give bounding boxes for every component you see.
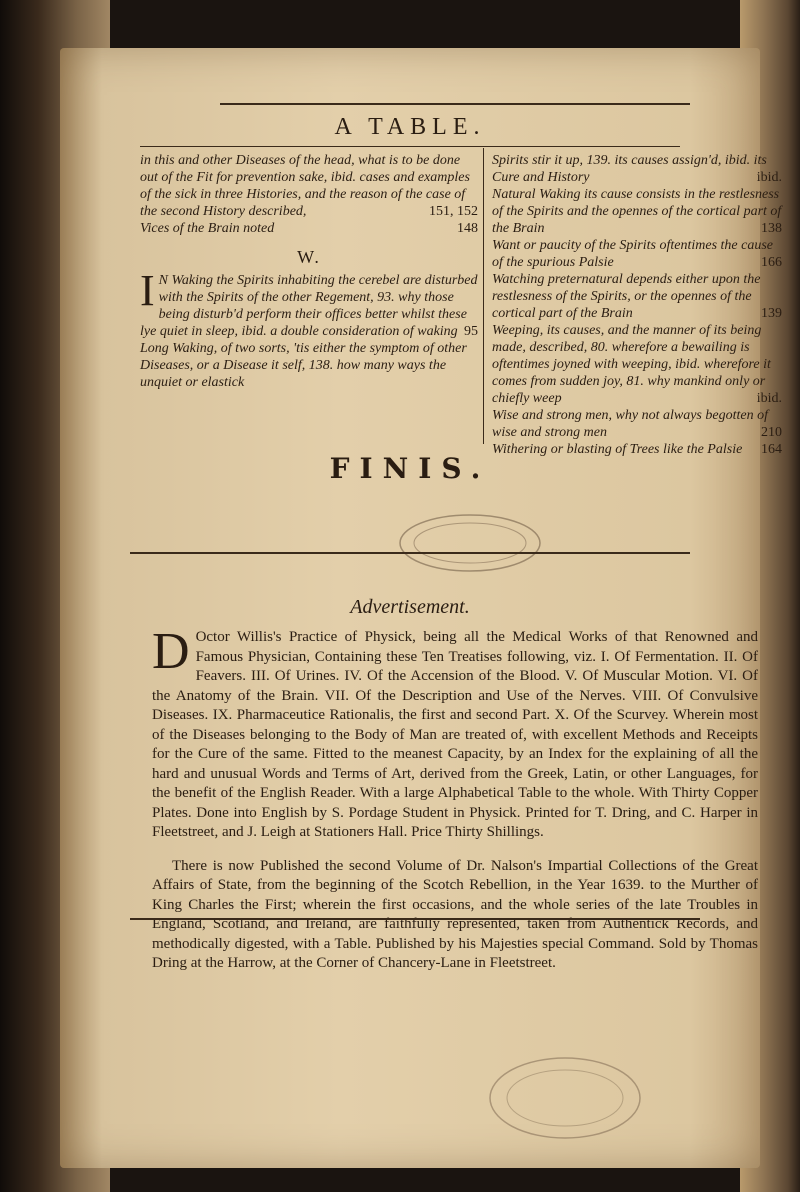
page-ref: ibid.: [756, 170, 782, 185]
book-page: [60, 48, 782, 1168]
bottom-rule: [130, 918, 700, 920]
page-ref: 166: [761, 255, 782, 270]
page-ref: 139: [761, 306, 782, 321]
advertisement-title: Advertisement.: [350, 596, 470, 618]
index-entry: Wise and strong men, why not always begotten of wise and strong men 210: [492, 408, 782, 440]
page-ref: 148: [457, 221, 478, 236]
library-stamp-icon: [480, 1048, 650, 1148]
column-divider: [483, 148, 484, 444]
section-rule: [130, 552, 690, 554]
index-column-right: [492, 152, 782, 458]
page-ref: 210: [761, 425, 782, 440]
drop-cap: D: [152, 623, 190, 680]
index-entry: in this and other Diseases of the head, what is to be done out of the Fit for prevention sake, ibid. cases and examples of the sick in three Histories, and the reason of the case of the second History described, 151, 152: [140, 153, 478, 219]
drop-cap: I: [140, 266, 155, 315]
index-entry: I N Waking the Spirits inhabiting the cerebel are disturbed with the Spirits of the other Regement, 93. why those being disturb'd perform their offices better whilst these lye quiet in sleep, ibid. a double consideration of waking 95: [140, 266, 478, 339]
advertisement-body: [152, 623, 758, 988]
page-ref: 151, 152: [429, 204, 478, 219]
page-ref: ibid.: [756, 391, 782, 406]
index-entry: Want or paucity of the Spirits oftentimes the cause of the spurious Palsie 166: [492, 238, 782, 270]
index-entry: Long Waking, of two sorts, 'tis either the symptom of other Diseases, or a Disease it self, 138. how many ways the unquiet or elastick: [140, 341, 467, 390]
top-rule: [220, 103, 690, 105]
section-letter: W.: [297, 247, 321, 267]
advertisement-paragraph: D Octor Willis's Practice of Physick, being all the Medical Works of that Renowned and Famous Physician, Containing these Ten Treatises following, viz. I. Of Fermentation. II. Of Feavers. III. Of Urines. IV. Of the Accension of the Blood. V. Of Muscular Motion. VI. Of the Anatomy of the Brain. VII. Of the Description and Use of the Nerves. VIII. Of Convulsive Diseases. IX. Pharmaceutice Rationalis, the first and second Part. X. Of the Scurvey. Wherein most of the Diseases belonging to the Body of Man are treated of, with excellent Methods and Receipts for the Cure of the same. Fitted to the meanest Capacity, by an Index for the explaining of all the hard and unusual Words and Terms of Art, derived from the Greek, Latin, or other Languages, for the benefit of the English Reader. With a large Alphabetical Table to the whole. With Thirty Copper Plates. Done into English by S. Pordage Student in Physick. Printed for T. Dring, and C. Harper in Fleetstreet, and J. Leigh at Stationers Hall. Price Thirty Shillings.: [152, 623, 758, 840]
index-entry: Withering or blasting of Trees like the Palsie 164: [492, 442, 782, 457]
index-entry: Watching preternatural depends either upon the restlesness of the Spirits, or the opennes of the cortical part of the Brain 139: [492, 272, 782, 321]
finis-heading: FINIS.: [329, 452, 491, 485]
index-entry: Spirits stir it up, 139. its causes assign'd, ibid. its Cure and History ibid.: [492, 153, 782, 185]
index-entry: Vices of the Brain noted 148: [140, 221, 478, 236]
advertisement-paragraph: There is now Published the second Volume of Dr. Nalson's Impartial Collections of the Great Affairs of State, from the beginning of the Scotch Rebellion, in the Year 1639. to the Murther of King Charles the First; wherein the first occasions, and the whole series of the late Troubles in England, Scotland, and Ireland, are faithfully represented, taken from Authentick Records, and methodically digested, with a Table. Published by his Majesties special Command. Sold by Thomas Dring at the Harrow, at the Corner of Chancery-Lane in Fleetstreet.: [152, 857, 758, 971]
page-ref: 138: [761, 221, 782, 236]
page-ref: 164: [761, 442, 782, 457]
library-stamp-icon: [390, 508, 550, 578]
header-rule: [140, 146, 680, 147]
page-ref: 95: [464, 324, 478, 339]
index-column-left: [140, 152, 478, 391]
page-title: A TABLE.: [334, 114, 486, 140]
index-entry: Weeping, its causes, and the manner of its being made, described, 80. wherefore a bewailing is oftentimes joyned with weeping, ibid. wherefore it comes from sudden joy, 81. why mankind only or chiefly weep ibid.: [492, 323, 782, 406]
index-entry: Natural Waking its cause consists in the restlesness of the Spirits and the opennes of the cortical part of the Brain 138: [492, 187, 782, 236]
